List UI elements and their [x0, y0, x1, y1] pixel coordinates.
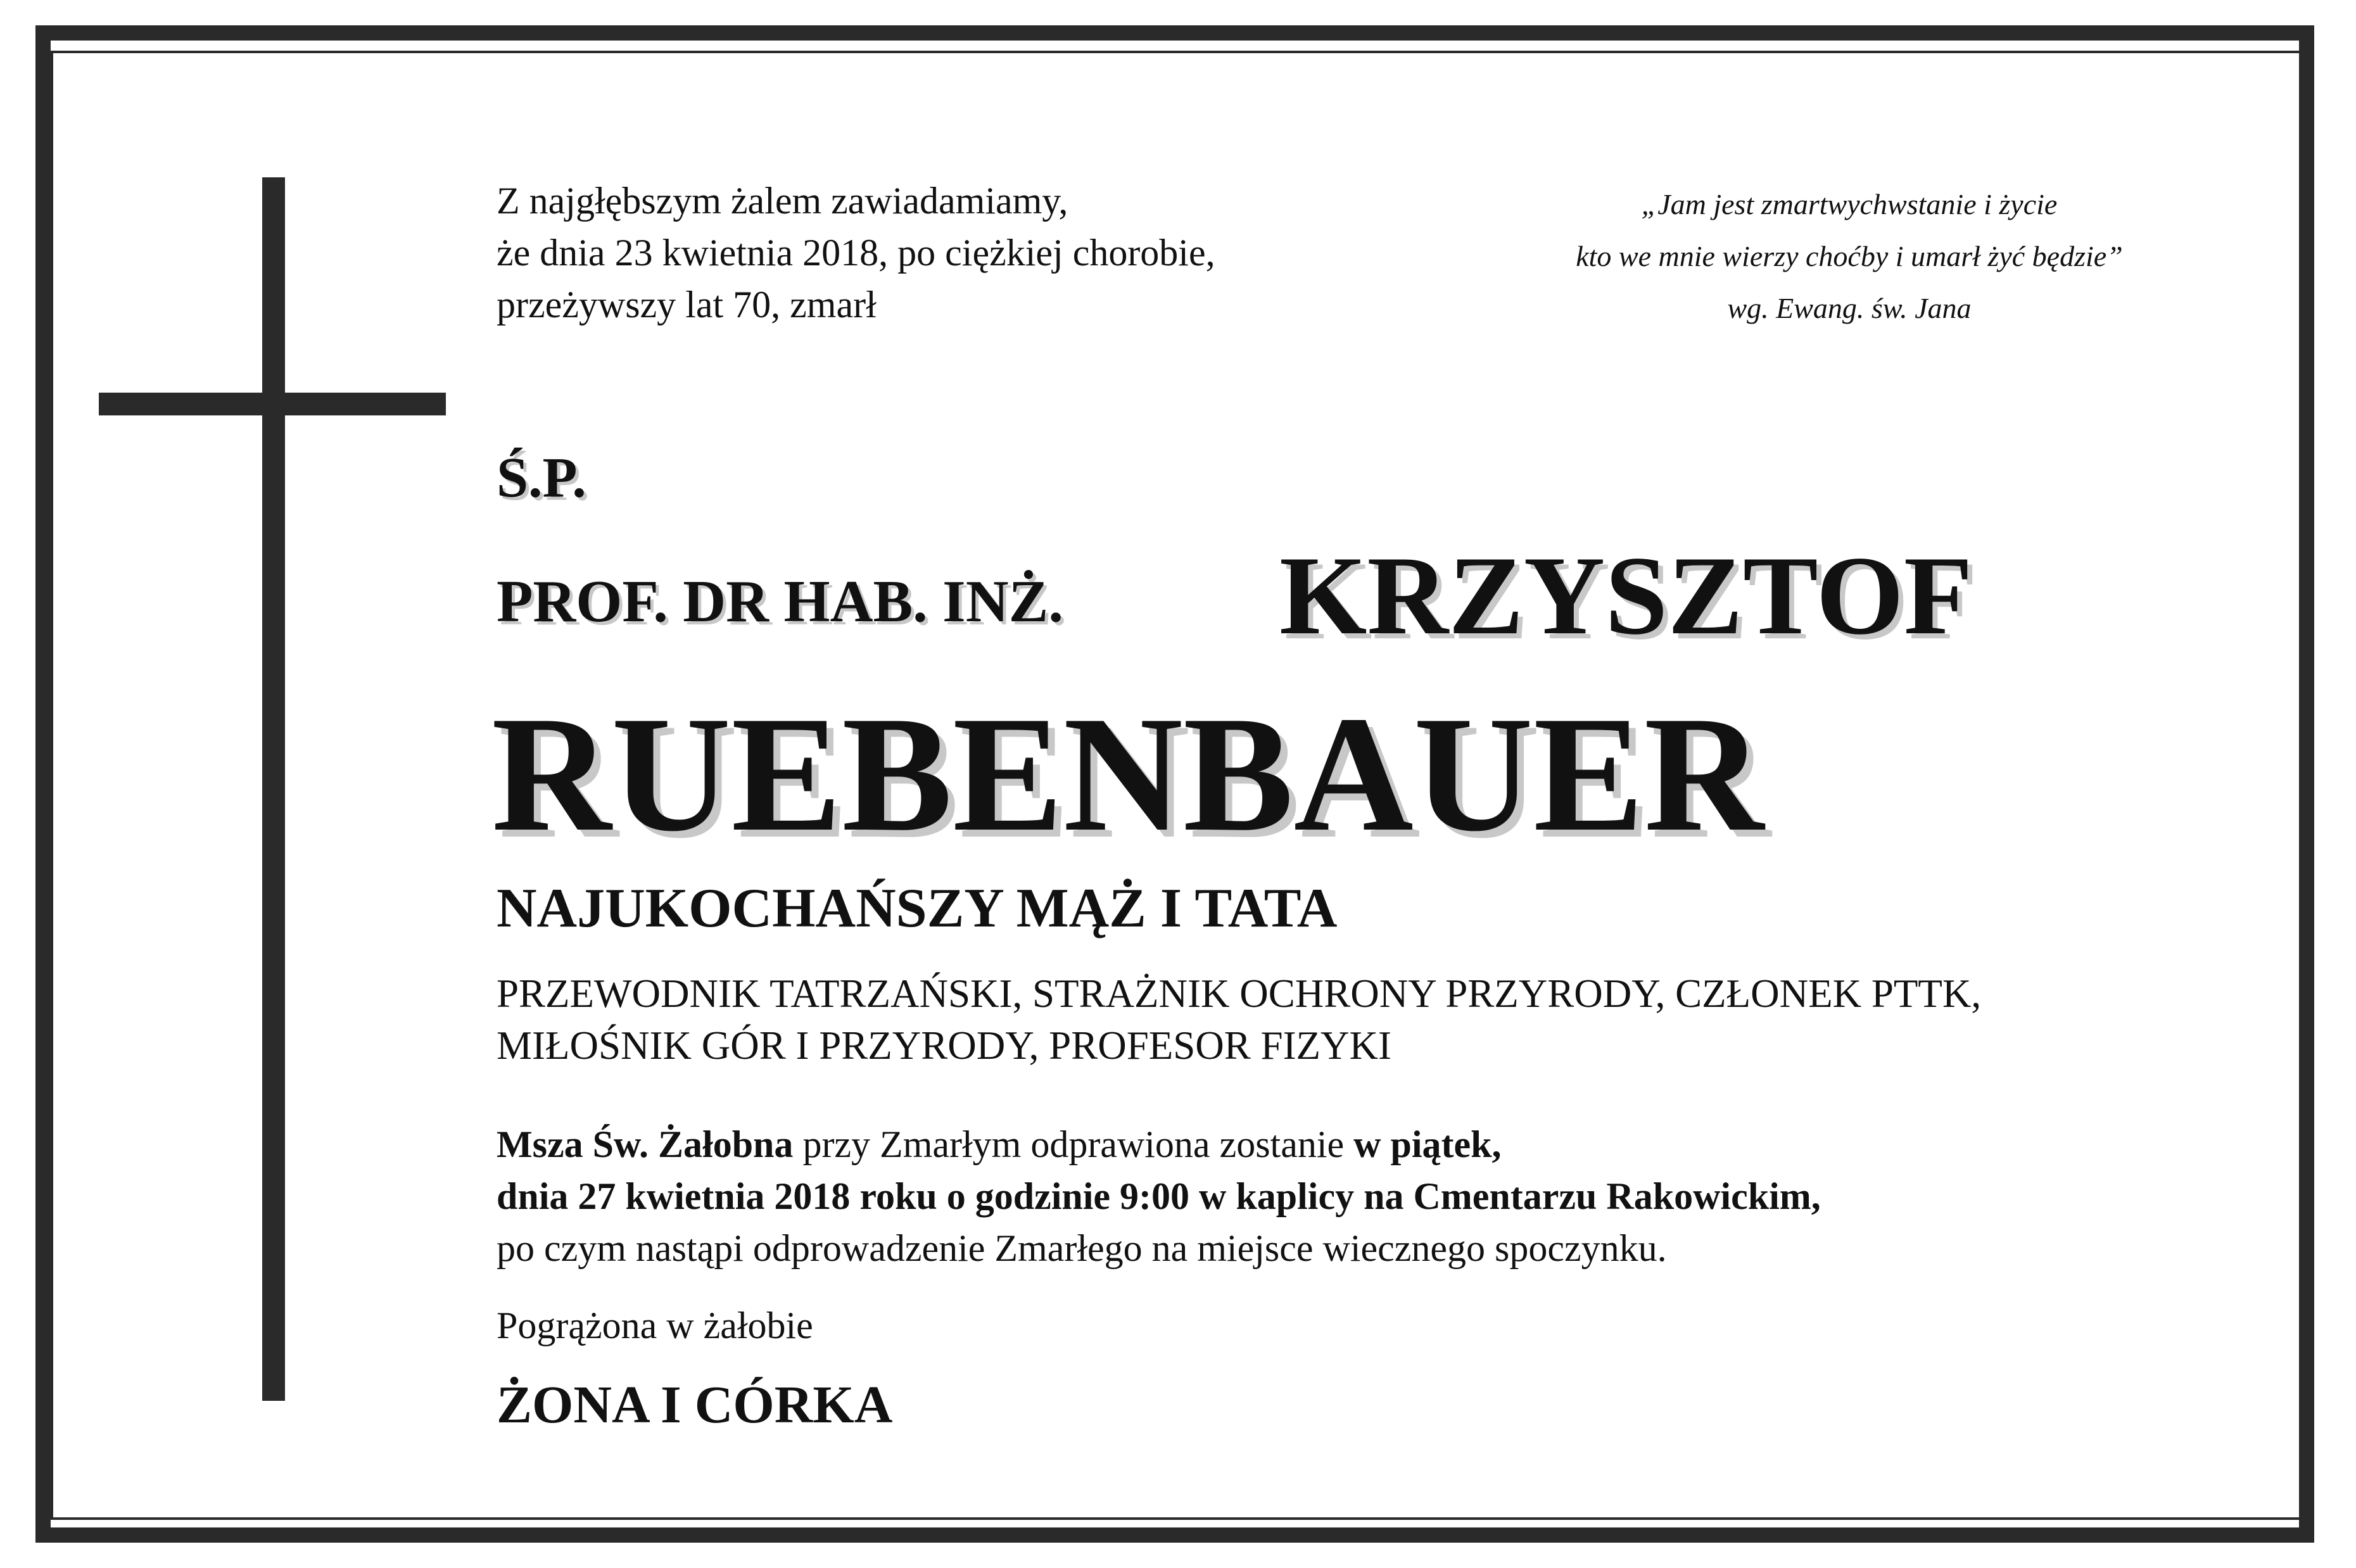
quote-source: wg. Ewang. św. Jana — [1727, 292, 1972, 324]
academic-title: PROF. DR HAB. INŻ. — [497, 569, 1063, 635]
roles — [497, 968, 1981, 1072]
funeral-mass-info — [497, 1118, 1821, 1274]
roles-line: PRZEWODNIK TATRZAŃSKI, STRAŻNIK OCHRONY PRZYRODY, CZŁONEK PTTK, — [497, 971, 1982, 1016]
mass-label: Msza Św. Żałobna — [497, 1123, 794, 1165]
surname: RUEBENBAUER — [491, 682, 1764, 866]
cross-icon — [262, 177, 285, 1401]
mass-text: przy Zmarłym odprawiona zostanie — [793, 1123, 1354, 1165]
announcement-intro — [497, 175, 1215, 331]
cross-icon-crossbar — [99, 393, 446, 415]
quote-line: „Jam jest zmartwychwstanie i życie — [1641, 188, 2058, 220]
intro-line: przeżywszy lat 70, zmarł — [497, 284, 877, 326]
mass-line: po czym nastąpi odprowadzenie Zmarłego na miejsce wiecznego spoczynku. — [497, 1227, 1667, 1269]
mass-date-place: dnia 27 kwietnia 2018 roku o godzinie 9:00 w kaplicy na Cmentarzu Rakowickim, — [497, 1175, 1821, 1217]
bible-quote — [1482, 179, 2217, 334]
mass-day: w piątek, — [1353, 1123, 1502, 1165]
family-signature: ŻONA I CÓRKA — [497, 1375, 893, 1434]
first-name: KRZYSZTOF — [1279, 533, 1973, 658]
intro-line: że dnia 23 kwietnia 2018, po ciężkiej chorobie, — [497, 232, 1215, 274]
mourning-label: Pogrążona w żałobie — [497, 1305, 813, 1346]
roles-line: MIŁOŚNIK GÓR I PRZYRODY, PROFESOR FIZYKI — [497, 1023, 1392, 1068]
epithet: NAJUKOCHAŃSZY MĄŻ I TATA — [497, 878, 1338, 939]
mass-line — [497, 1118, 1821, 1170]
quote-line: kto we mnie wierzy choćby i umarł żyć będzie” — [1576, 240, 2123, 272]
intro-line: Z najgłębszym żalem zawiadamiamy, — [497, 180, 1068, 222]
deceased-prefix: Ś.P. — [497, 446, 586, 509]
